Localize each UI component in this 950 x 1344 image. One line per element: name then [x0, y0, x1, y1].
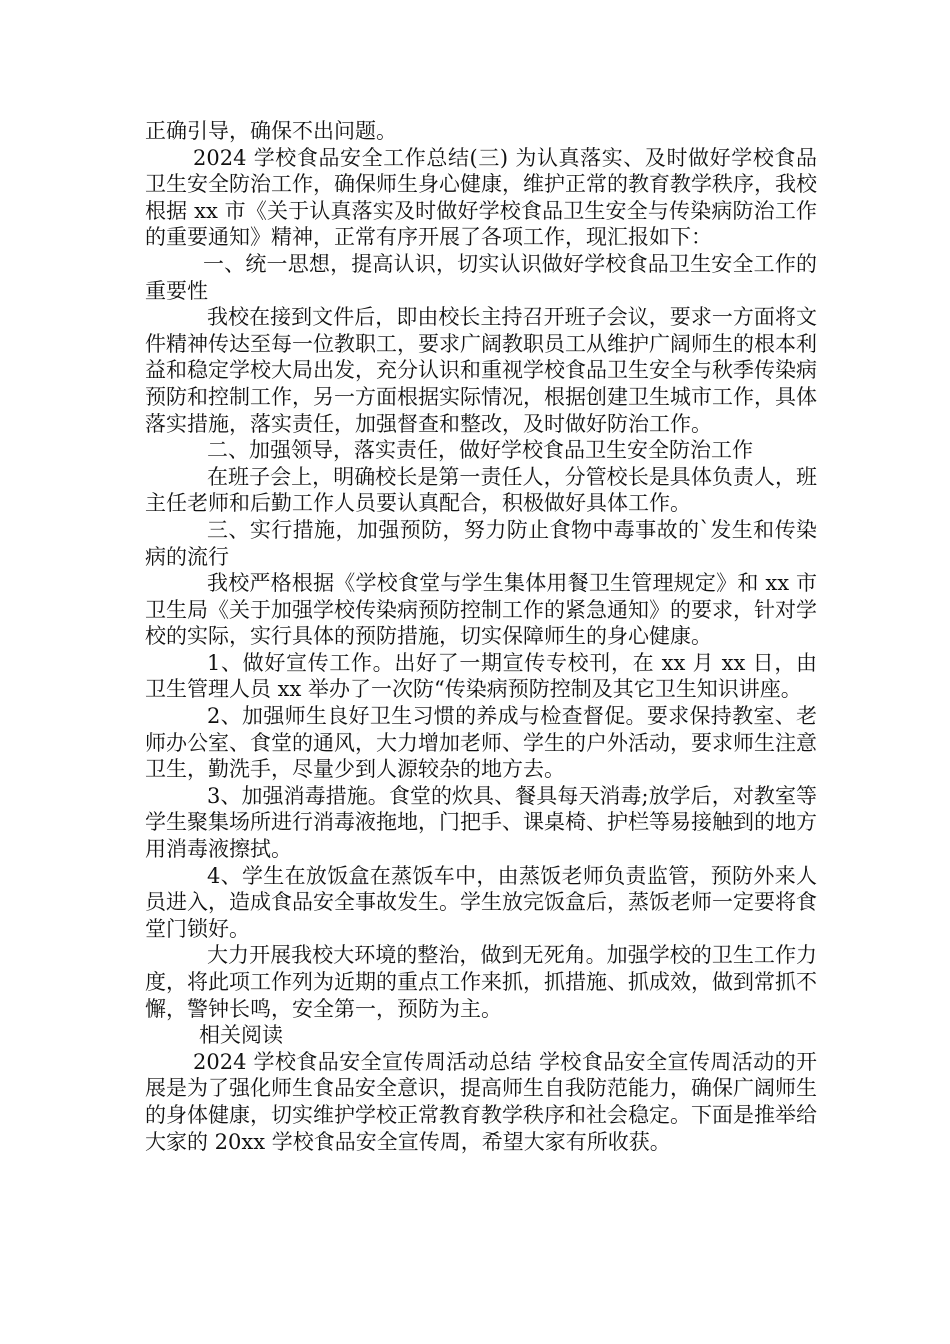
paragraph-summary-intro: 2024 学校食品安全工作总结(三) 为认真落实、及时做好学校食品卫生安全防治工作，确保师生身心健康，维护正常的教育教学秩序，我校根据 xx 市《关于认真落实及时做好学校食品卫生安全与传染病防治工作的重要通知》精神，正常有序开展了各项工作，现汇报如下：: [145, 145, 817, 250]
paragraph-related-summary: 2024 学校食品安全宣传周活动总结 学校食品安全宣传周活动的开展是为了强化师生食品安全意识，提高师生自我防范能力，确保广阔师生的身体健康，切实维护学校正常教育教学秩序和社会稳定。下面是推举给大家的 20xx 学校食品安全宣传周，希望大家有所收获。: [145, 1049, 817, 1154]
list-item-4: 4、学生在放饭盒在蒸饭车中，由蒸饭老师负责监管，预防外来人员进入，造成食品安全事故发生。学生放完饭盒后，蒸饭老师一定要将食堂门锁好。: [145, 863, 817, 941]
list-item-2: 2、加强师生良好卫生习惯的养成与检查督促。要求保持教室、老师办公室、食堂的通风，大力增加老师、学生的户外活动，要求师生注意卫生，勤洗手，尽量少到人源较杂的地方去。: [145, 704, 817, 782]
document-body: [145, 118, 817, 1155]
section-heading-2: 二、加强领导，落实责任，做好学校食品卫生安全防治工作: [207, 438, 753, 463]
paragraph-section-1-body: 我校在接到文件后，即由校长主持召开班子会议，要求一方面将文件精神传达至每一位教职工，要求广阔教职员工从维护广阔师生的根本利益和稳定学校大局出发，充分认识和重视学校食品卫生安全与秋季传染病预防和控制工作，另一方面根据实际情况，根据创建卫生城市工作，具体落实措施，落实责任，加强督查和整改，及时做好防治工作。: [145, 305, 817, 436]
section-heading-1: 一、统一思想，提高认识，切实认识做好学校食品卫生安全工作的重要性: [145, 251, 817, 303]
paragraph-section-2-body: 在班子会上，明确校长是第一责任人，分管校长是具体负责人，班主任老师和后勤工作人员要认真配合，积极做好具体工作。: [145, 464, 817, 516]
list-item-1: 1、做好宣传工作。出好了一期宣传专校刊，在 xx 月 xx 日，由卫生管理人员 xx 举办了一次防“传染病预防控制及其它卫生知识讲座。: [145, 650, 817, 702]
list-item-3: 3、加强消毒措施。食堂的炊具、餐具每天消毒;放学后，对教室等学生聚集场所进行消毒液拖地，门把手、课桌椅、护栏等易接触到的地方用消毒液擦拭。: [145, 783, 817, 862]
related-reading-heading: 相关阅读: [199, 1023, 283, 1048]
paragraph-continuation: 正确引导，确保不出问题。: [145, 119, 397, 143]
paragraph-section-3-body: 我校严格根据《学校食堂与学生集体用餐卫生管理规定》和 xx 市卫生局《关于加强学校传染病预防控制工作的紧急通知》的要求，针对学校的实际，实行具体的预防措施，切实保障师生的身心健康。: [145, 571, 817, 649]
section-heading-3: 三、实行措施，加强预防，努力防止食物中毒事故的`发生和传染病的流行: [145, 517, 817, 569]
paragraph-closing: 大力开展我校大环境的整治，做到无死角。加强学校的卫生工作力度，将此项工作列为近期的重点工作来抓，抓措施、抓成效，做到常抓不懈，警钟长鸣，安全第一，预防为主。: [145, 943, 817, 1021]
